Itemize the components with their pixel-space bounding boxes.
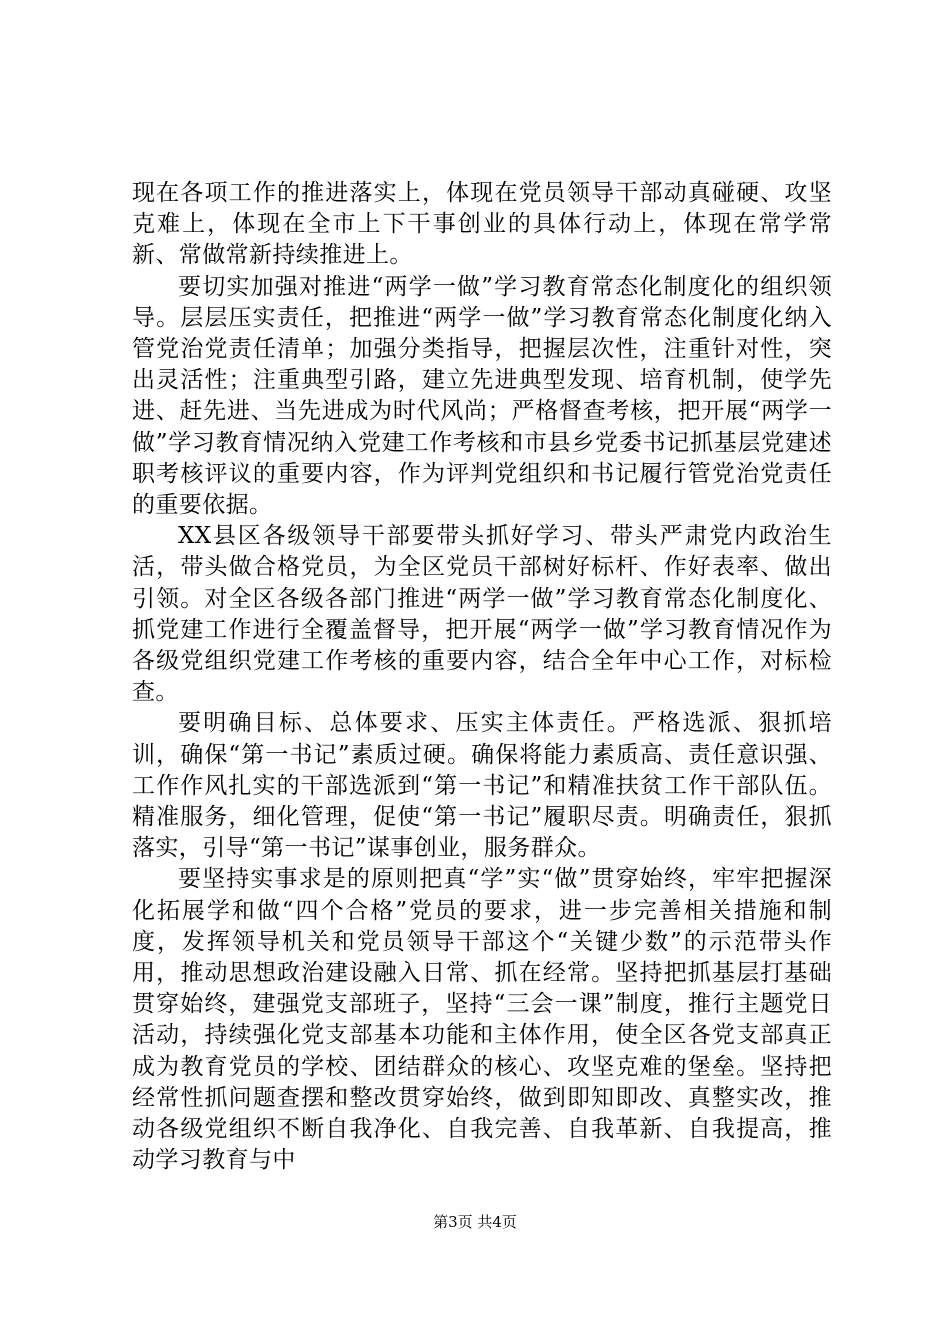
paragraph-county-leaders: XX县区各级领导干部要带头抓好学习、带头严肃党内政治生活，带头做合格党员，为全区党员干部树好标杆、作好表率、做出引领。对全区各级各部门推进“两学一做”学习教育常态化制度化、抓党建工作进行全覆盖督导，把开展“两学一做”学习教育情况作为各级党组织党建工作考核的重要内容，结合全年中心工作，对标检查。 (132, 523, 832, 706)
paragraph-first-secretary: 要明确目标、总体要求、压实主体责任。严格选派、狠抓培训，确保“第一书记”素质过硬。确保将能力素质高、责任意识强、工作作风扎实的干部选派到“第一书记”和精准扶贫工作干部队伍。精准服务，细化管理，促使“第一书记”履职尽责。明确责任，狠抓落实，引导“第一书记”谋事创业，服务群众。 (132, 710, 832, 862)
paragraph-organizational-leadership: 要切实加强对推进“两学一做”学习教育常态化制度化的组织领导。层层压实责任，把推进“两学一做”学习教育常态化制度化纳入管党治党责任清单；加强分类指导，把握层次性，注重针对性，突出灵活性；注重典型引路，建立先进典型发现、培育机制，使学先进、赶先进、当先进成为时代风尚；严格督查考核，把开展“两学一做”学习教育情况纳入党建工作考核和市县乡党委书记抓基层党建述职考核评议的重要内容，作为评判党组织和书记履行管党治党责任的重要依据。 (132, 273, 832, 519)
paragraph-continuation: 现在各项工作的推进落实上，体现在党员领导干部动真碰硬、攻坚克难上，体现在全市上下干事创业的具体行动上，体现在常学常新、常做常新持续推进上。 (132, 180, 832, 269)
document-body (132, 178, 832, 1177)
paragraph-seek-truth: 要坚持实事求是的原则把真“学”实“做”贯穿始终，牢牢把握深化拓展学和做“四个合格”党员的要求，进一步完善相关措施和制度，发挥领导机关和党员领导干部这个“关键少数”的示范带头作用，推动思想政治建设融入日常、抓在经常。坚持把抓基层打基础贯穿始终，建强党支部班子，坚持“三会一课”制度，推行主题党日活动，持续强化党支部基本功能和主体作用，使全区各党支部真正成为教育党员的学校、团结群众的核心、攻坚克难的堡垒。坚持把经常性抓问题查摆和整改贯穿始终，做到即知即改、真整实改，推动各级党组织不断自我净化、自我完善、自我革新、自我提高，推动学习教育与中 (132, 866, 832, 1174)
page-footer (0, 1212, 950, 1232)
page-number-label: 第3页 共4页 (433, 1213, 517, 1231)
